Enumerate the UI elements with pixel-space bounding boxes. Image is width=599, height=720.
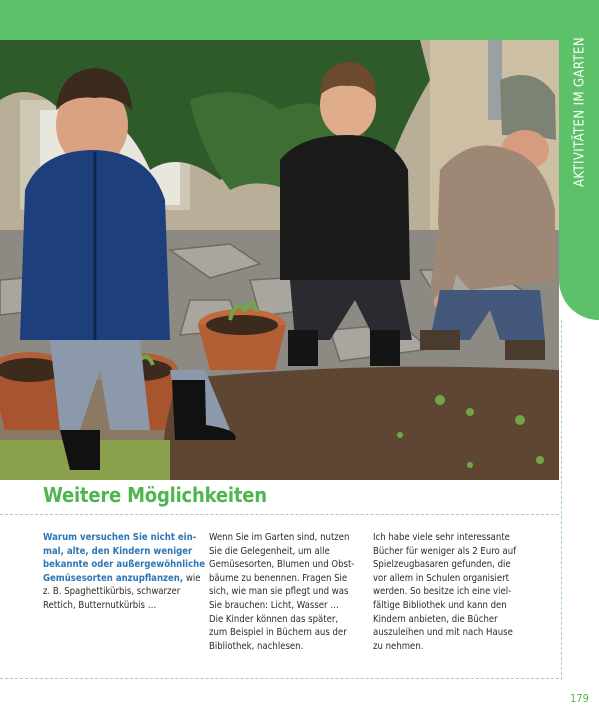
paragraph-line: sich, wie man sie pflegt und was xyxy=(209,586,349,598)
side-divider xyxy=(561,320,562,680)
box-bottom-rule xyxy=(0,678,559,679)
paragraph-line: Gemüsesorten, Blumen und Obst- xyxy=(209,559,355,571)
paragraph-line: Bücher für weniger als 2 Euro auf xyxy=(373,545,517,557)
chapter-title: AKTIVITÄTEN IM GARTEN xyxy=(572,37,588,187)
paragraph-line: zu nehmen. xyxy=(373,640,424,652)
paragraph-line: vor allem in Schulen organisiert xyxy=(373,572,510,584)
text-column-3 xyxy=(373,531,533,653)
paragraph-line: zum Beispiel in Büchern aus der xyxy=(209,627,347,639)
paragraph-line: auszuleihen und mit nach Hause xyxy=(373,627,513,639)
box-top-rule xyxy=(0,514,559,515)
garden-photo xyxy=(0,40,559,480)
paragraph-line: Sie brauchen: Licht, Wasser … xyxy=(209,599,339,611)
page-number: 179 xyxy=(570,692,589,705)
top-color-band xyxy=(0,0,599,40)
paragraph-line: Sie die Gelegenheit, um alle xyxy=(209,545,330,557)
paragraph-line: Ich habe viele sehr interessante xyxy=(373,532,510,543)
paragraph-line: bäume zu benennen. Fragen Sie xyxy=(209,572,348,584)
paragraph-line: Kindern anbieten, die Bücher xyxy=(373,613,498,625)
text-column-2 xyxy=(209,531,369,653)
text-column-1: Warum versuchen Sie nicht ein- mal, alte, den Kindern weniger bekannte oder außergewöhnliche Gemüsesorten anzupflanzen, wie z. B. Spaghettikürbis, schwarzer Rettich, Butternutkürbis … xyxy=(43,532,206,611)
paragraph-line: Bibliothek, nachlesen. xyxy=(209,640,304,652)
section-heading: Weitere Möglichkeiten xyxy=(43,483,267,507)
photo-illustration xyxy=(0,40,559,480)
paragraph-line: Die Kinder können das später, xyxy=(209,613,339,625)
paragraph-line: werden. So besitze ich eine viel- xyxy=(373,586,512,598)
paragraph-line: Wenn Sie im Garten sind, nutzen xyxy=(209,532,350,543)
paragraph-line: Spielzeugbasaren gefunden, die xyxy=(373,559,511,571)
paragraph-line: fältige Bibliothek und kann den xyxy=(373,599,507,611)
